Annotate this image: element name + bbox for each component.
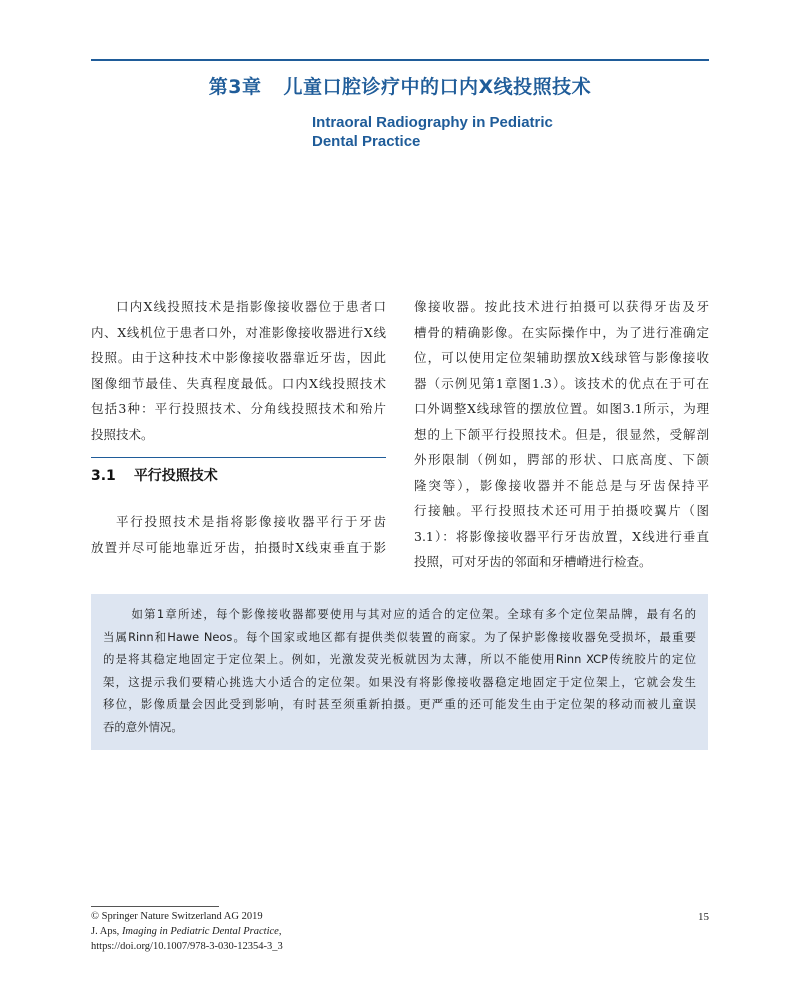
note-line: 的是将其稳定地固定于定位架上。例如，光激发荧光板就因为太薄，所以不能使用Rinn XCP传统胶片的定位 [103,652,696,666]
chapter-title-en-line1: Intraoral Radiography in Pediatric [312,114,553,131]
note-line: 移位，影像质量会因此受到影响，有时甚至须重新拍摄。更严重的还可能发生由于定位架的移动而被儿童误 [103,697,696,711]
text-line: 想的上下颌平行投照技术。但是，很显然，受解剖 [414,426,709,442]
citation-title: Imaging in Pediatric Dental Practice [121,926,279,937]
chapter-number: 第3章 [208,76,262,98]
text-line: 位，可以使用定位架辅助摆放X线球管与影像接收 [414,350,709,365]
text-line: 槽骨的精确影像。在实际操作中，为了进行准确定 [414,324,709,340]
text-line: 投照技术。 [91,426,154,442]
text-line: 外形限制（例如，腭部的形状、口底高度、下颌 [414,452,709,467]
text-line: 放置并尽可能地靠近牙齿，拍摄时X线束垂直于影 [91,539,386,555]
footer-rule [91,906,219,907]
text-line: 投照。由于这种技术中影像接收器靠近牙齿，因此 [91,350,386,365]
intro-paragraph [91,294,386,447]
text-line: 平行投照技术是指将影像接收器平行于牙齿 [116,514,386,529]
citation-suffix: , [278,926,282,937]
text-line: 内、X线机位于患者口外，对准影像接收器进行X线 [91,324,386,340]
text-line: 口内X线投照技术是指影像接收器位于患者口 [116,299,386,314]
chapter-title [91,72,709,99]
citation-author: J. Aps, [91,926,122,937]
text-line: 图像细节最佳、失真程度最低。口内X线投照技术 [91,375,386,391]
text-line: 包括3种：平行投照技术、分角线投照技术和殆片 [91,401,386,416]
header-rule [91,59,709,61]
note-line: 当属Rinn和Hawe Neos。每个国家或地区都有提供类似装置的商家。为了保护影像接收器免受损坏，最重要 [103,629,696,644]
right-column-paragraph [414,294,709,575]
section-number: 3.1 [91,468,116,484]
section-paragraph [91,509,386,560]
note-box [91,594,708,750]
page-number: 15 [698,911,709,923]
section-title: 平行投照技术 [133,468,218,484]
footer-copyright: © Springer Nature Switzerland AG 2019 [91,911,263,922]
footer-citation [91,926,281,937]
text-line: 器（示例见第1章图1.3）。该技术的优点在于可在 [414,375,709,391]
section-rule [91,457,386,458]
text-line: 行接触。平行投照技术还可用于拍摄咬翼片（图 [414,503,709,518]
chapter-title-en-line2: Dental Practice [312,133,421,150]
text-line: 投照，可对牙齿的邻面和牙槽嵴进行检查。 [414,554,652,569]
note-line: 架，这提示我们要精心挑选大小适合的定位架。如果没有将影像接收器稳定地固定于定位架上，它就会发生 [103,674,696,689]
footer-doi-link[interactable]: https://doi.org/10.1007/978-3-030-12354-3_3 [91,941,283,952]
text-line: 像接收器。按此技术进行拍摄可以获得牙齿及牙 [414,299,709,314]
text-line: 3.1）：将影像接收器平行牙齿放置，X线进行垂直 [414,528,709,544]
note-line: 吞的意外情况。 [103,719,183,734]
note-line: 如第1章所述，每个影像接收器都要使用与其对应的适合的定位架。全球有多个定位架品牌，最有名的 [131,607,696,621]
text-line: 口外调整X线球管的摆放位置。如图3.1所示，为理 [414,401,709,416]
section-heading [91,465,218,485]
text-line: 隆突等），影像接收器并不能总是与牙齿保持平 [414,477,709,493]
chapter-title-english [312,113,612,151]
chapter-title-zh: 儿童口腔诊疗中的口内X线投照技术 [283,76,592,98]
